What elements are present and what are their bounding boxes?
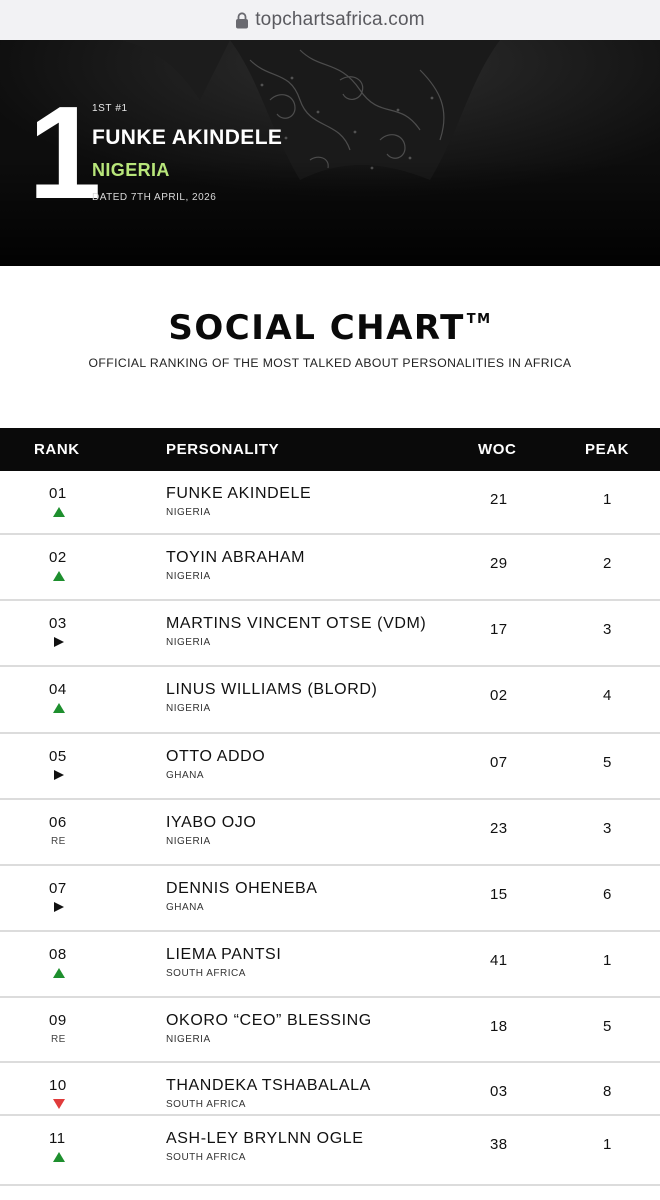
url-text[interactable]: topchartsafrica.com xyxy=(255,9,425,30)
row-personality-name[interactable]: OTTO ADDO xyxy=(166,748,266,765)
hero-rank-number: 1 xyxy=(28,79,98,226)
hero-banner xyxy=(0,40,660,266)
table-row[interactable] xyxy=(0,601,660,667)
row-country: SOUTH AFRICA xyxy=(166,1152,246,1163)
column-header-personality: PERSONALITY xyxy=(166,441,280,458)
row-peak: 5 xyxy=(603,754,612,771)
up-arrow-icon xyxy=(52,570,66,582)
no-change-icon xyxy=(52,901,66,913)
row-woc: 21 xyxy=(490,491,508,508)
trademark-mark: TM xyxy=(466,312,492,327)
row-rank: 06 xyxy=(49,814,67,831)
row-woc: 02 xyxy=(490,687,508,704)
table-row[interactable] xyxy=(0,866,660,932)
table-row[interactable] xyxy=(0,535,660,601)
row-woc: 38 xyxy=(490,1136,508,1153)
row-rank: 10 xyxy=(49,1077,67,1094)
hero-country: NIGERIA xyxy=(92,160,170,180)
chart-title-text: SOCIAL CHART xyxy=(168,308,465,348)
row-woc: 15 xyxy=(490,886,508,903)
hero-date: DATED 7TH APRIL, 2026 xyxy=(92,192,217,203)
table-row[interactable] xyxy=(0,800,660,866)
hero-name[interactable]: FUNKE AKINDELE xyxy=(92,126,283,149)
table-header xyxy=(0,428,660,471)
row-personality-name[interactable]: TOYIN ABRAHAM xyxy=(166,549,306,566)
row-rank: 07 xyxy=(49,880,67,897)
row-personality-name[interactable]: FUNKE AKINDELE xyxy=(166,485,312,502)
row-woc: 23 xyxy=(490,820,508,837)
up-arrow-icon xyxy=(52,967,66,979)
row-peak: 3 xyxy=(603,820,612,837)
row-rank: 04 xyxy=(49,681,67,698)
row-peak: 1 xyxy=(603,491,612,508)
row-country: NIGERIA xyxy=(166,571,211,582)
row-country: GHANA xyxy=(166,770,205,781)
row-personality-name[interactable]: ASH-LEY BRYLNN OGLE xyxy=(166,1130,364,1147)
hero-overline: 1ST #1 xyxy=(92,103,128,114)
row-country: SOUTH AFRICA xyxy=(166,968,246,979)
row-personality-name[interactable]: LINUS WILLIAMS (BLORD) xyxy=(166,681,378,698)
row-country: NIGERIA xyxy=(166,836,211,847)
row-rank: 11 xyxy=(49,1130,66,1147)
row-rank: 09 xyxy=(49,1012,67,1029)
row-woc: 29 xyxy=(490,555,508,572)
table-row[interactable] xyxy=(0,998,660,1063)
row-personality-name[interactable]: OKORO “CEO” BLESSING xyxy=(166,1012,372,1029)
hero-background-image xyxy=(0,40,660,266)
row-personality-name[interactable]: IYABO OJO xyxy=(166,814,257,831)
address-bar[interactable] xyxy=(0,0,660,40)
row-rank: 03 xyxy=(49,615,67,632)
row-woc: 18 xyxy=(490,1018,508,1035)
row-woc: 17 xyxy=(490,621,508,638)
row-rank: 08 xyxy=(49,946,67,963)
re-entry-badge: RE xyxy=(51,836,66,847)
no-change-icon xyxy=(52,769,66,781)
row-personality-name[interactable]: THANDEKA TSHABALALA xyxy=(166,1077,371,1094)
row-woc: 07 xyxy=(490,754,508,771)
row-peak: 6 xyxy=(603,886,612,903)
row-woc: 41 xyxy=(490,952,508,969)
table-row[interactable] xyxy=(0,932,660,998)
row-country: SOUTH AFRICA xyxy=(166,1099,246,1110)
column-header-rank: RANK xyxy=(34,441,80,458)
lock-icon xyxy=(235,12,249,29)
row-peak: 2 xyxy=(603,555,612,572)
row-personality-name[interactable]: MARTINS VINCENT OTSE (VDM) xyxy=(166,615,427,632)
chart-title xyxy=(0,308,660,348)
row-country: NIGERIA xyxy=(166,703,211,714)
row-peak: 1 xyxy=(603,952,612,969)
re-entry-badge: RE xyxy=(51,1034,66,1045)
up-arrow-icon xyxy=(52,506,66,518)
up-arrow-icon xyxy=(52,702,66,714)
table-row[interactable] xyxy=(0,1116,660,1186)
table-row[interactable] xyxy=(0,667,660,734)
row-peak: 4 xyxy=(603,687,612,704)
row-peak: 3 xyxy=(603,621,612,638)
no-change-icon xyxy=(52,636,66,648)
table-row[interactable] xyxy=(0,1063,660,1116)
column-header-peak: PEAK xyxy=(585,441,630,458)
column-header-woc: WOC xyxy=(478,441,517,458)
table-row[interactable] xyxy=(0,734,660,800)
row-country: NIGERIA xyxy=(166,637,211,648)
down-arrow-icon xyxy=(52,1098,66,1110)
up-arrow-icon xyxy=(52,1151,66,1163)
row-country: GHANA xyxy=(166,902,205,913)
row-peak: 8 xyxy=(603,1083,612,1100)
row-rank: 01 xyxy=(49,485,67,502)
row-country: NIGERIA xyxy=(166,507,211,518)
row-rank: 02 xyxy=(49,549,67,566)
chart-subtitle: OFFICIAL RANKING OF THE MOST TALKED ABOUT PERSONALITIES IN AFRICA xyxy=(88,356,572,370)
row-personality-name[interactable]: DENNIS OHENEBA xyxy=(166,880,318,897)
row-personality-name[interactable]: LIEMA PANTSI xyxy=(166,946,282,963)
table-row[interactable] xyxy=(0,471,660,535)
row-rank: 05 xyxy=(49,748,67,765)
row-peak: 5 xyxy=(603,1018,612,1035)
row-country: NIGERIA xyxy=(166,1034,211,1045)
row-peak: 1 xyxy=(603,1136,612,1153)
row-woc: 03 xyxy=(490,1083,508,1100)
